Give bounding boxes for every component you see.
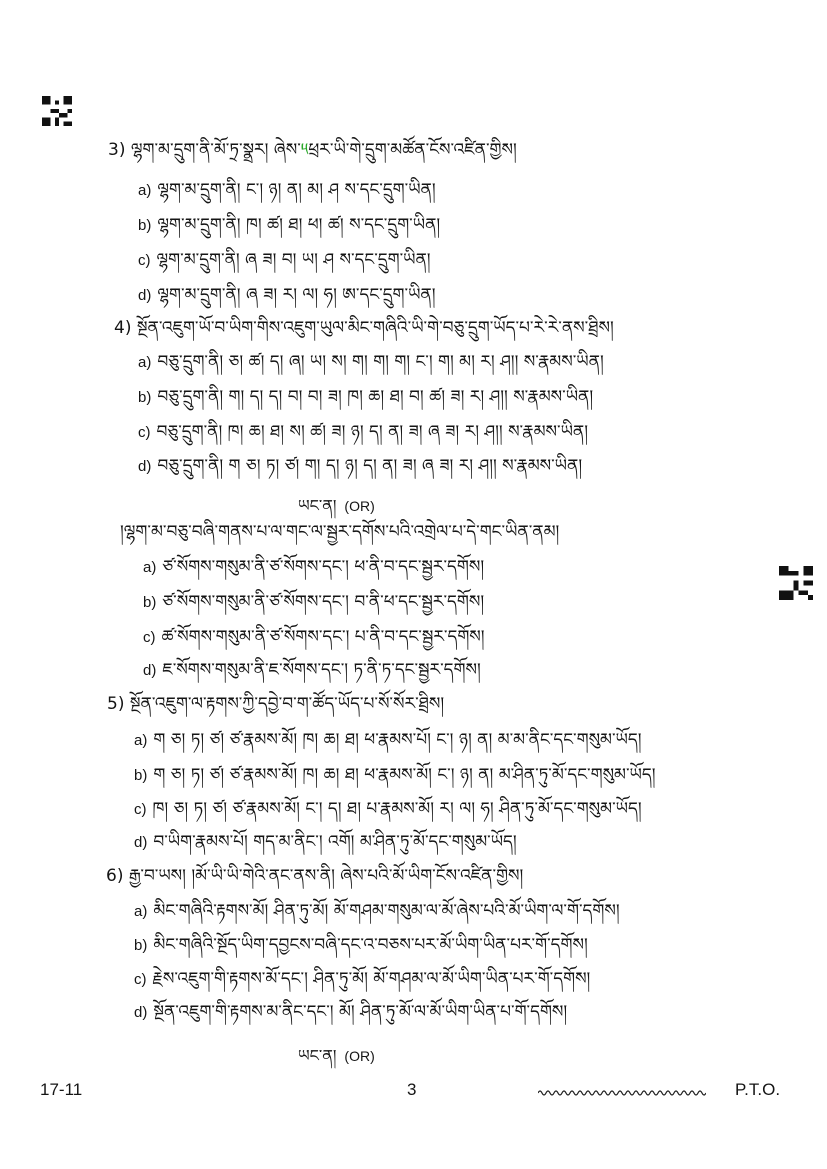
option-text: བཅུ་དྲུག་ནི། ཅ། ཚ། ད། ཞ། ཡ། ས། ག། ག། ག། ང་། ག། མ། ར། ཤ།། ས་རྣམས་ཡིན།	[157, 352, 604, 372]
option-label: b)	[143, 594, 157, 611]
option-label: b)	[134, 767, 148, 784]
option-text: ཇ་སོགས་གསུམ་ནི་ཇ་སོགས་དང་། ཏ་ནི་ཏ་དང་སྦྱར་དགོས།	[162, 660, 481, 680]
option-text: ལྷག་མ་དྲུག་ནི། ང་། ཉ། ན། མ། ཤ ས་དང་དྲུག་ཡིན།	[157, 180, 436, 200]
option-label: d)	[134, 1004, 148, 1021]
option-alt-d[interactable]	[143, 660, 481, 681]
option-text: བཅུ་དྲུག་ནི། ག ཅ། ཏ། ཙ། ག། ད། ཉ། ད། ན། ཟ། ཞ ཟ། ར། ཤ།། ས་རྣམས་ཡིན།	[157, 456, 583, 476]
page-number: 3	[407, 1080, 417, 1099]
option-label: d)	[138, 287, 152, 304]
option-label: d)	[134, 834, 148, 851]
question-number: 6)	[106, 866, 124, 886]
question-4-alternative	[120, 522, 559, 542]
option-alt-c[interactable]	[143, 627, 485, 648]
option-4c[interactable]	[138, 422, 588, 443]
handwritten-mark: ༥	[300, 140, 309, 160]
option-3d[interactable]	[138, 285, 436, 306]
option-label: c)	[138, 252, 151, 269]
option-label: c)	[134, 801, 147, 818]
option-text: ལྷག་མ་དྲུག་ནི། ཞ ཟ། ར། ལ། ཧ། ཨ་དང་དྲུག་ཡིན།	[157, 285, 436, 305]
option-6b[interactable]	[134, 935, 588, 956]
or-english: (OR)	[344, 498, 375, 514]
option-5d[interactable]	[134, 832, 517, 853]
option-alt-b[interactable]	[143, 592, 484, 613]
option-5c[interactable]	[134, 799, 642, 820]
option-4a[interactable]	[138, 352, 604, 373]
option-text: ལྷག་མ་དྲུག་ནི། ཞ ཟ། བ། ཡ། ཤ ས་དང་དྲུག་ཡིན།	[156, 250, 431, 270]
option-5b[interactable]	[134, 765, 656, 786]
qr-code-icon	[779, 566, 813, 600]
option-label: b)	[138, 389, 152, 406]
option-label: a)	[138, 182, 152, 199]
option-4b[interactable]	[138, 387, 593, 408]
option-text: ག ཅ། ཏ། ཙ། ཙ་རྣམས་མོ། ཁ། ཆ། ཐ། ཕ་རྣམས་མོ། ང་། ཉ། ན། མ་ཤིན་ཏུ་མོ་དང་གསུམ་ཡོད།	[153, 765, 656, 785]
option-3c[interactable]	[138, 250, 431, 271]
option-text: ཁ། ཅ། ཏ། ཙ། ཙ་རྣམས་མོ། ང་། ད། ཐ། པ་རྣམས་མོ། ར། ལ། ཧ། ཤིན་ཏུ་མོ་དང་གསུམ་ཡོད།	[152, 799, 642, 819]
option-alt-a[interactable]	[143, 557, 484, 578]
option-label: c)	[138, 424, 151, 441]
option-3b[interactable]	[138, 215, 440, 236]
question-5	[107, 694, 444, 714]
option-label: c)	[143, 629, 156, 646]
option-text: རྗེས་འཇུག་གི་རྟགས་མོ་དང་། ཤིན་ཏུ་མོ། མོ་གཤམ་ལ་མོ་ཡིག་ཡིན་པར་གོ་དགོས།	[152, 969, 591, 989]
option-text: བཅུ་དྲུག་ནི། ག། ད། ད། བ། བ། ཟ། ཁ། ཆ། ཐ། བ། ཚ། ཟ། ར། ཤ།། ས་རྣམས་ཡིན།	[157, 387, 594, 407]
option-label: a)	[138, 354, 152, 371]
option-text: སྔོན་འཇུག་གི་རྟགས་མ་ནིང་དང་། མོ། ཤིན་ཏུ་མོ་ལ་མོ་ཡིག་ཡིན་པ་གོ་དགོས།	[153, 1002, 568, 1022]
question-3	[108, 140, 517, 160]
option-text: མིང་གཞིའི་སྔོད་ཡིག་དབྱངས་བཞི་དང་འ་བཅས་པར་མོ་ཡིག་ཡིན་པར་གོ་དགོས།	[153, 935, 588, 955]
question-text: སྔོན་འཇུག་ལ་རྟགས་ཀྱི་དབྱེ་བ་ག་ཚོད་ཡོད་པ་སོ་སོར་ཐྲིས།	[129, 694, 445, 714]
question-text: རྒྱ་བ་ཡས། །མོ་ཡི་ཡི་གེའི་ནང་ནས་ནི། ཞེས་པའི་མོ་ཡིག་ངོས་འཛིན་གྱིས།	[128, 866, 524, 886]
question-text: ལྷག་མ་དྲུག་ནི་མོ་ཏྲ་སྣྲར། ཞེས་	[130, 140, 301, 160]
option-text: ཙ་སོགས་གསུམ་ནི་ཙ་སོགས་དང་། བ་ནི་ཕ་དང་སྦྱར་དགོས།	[162, 592, 485, 612]
wavy-line-divider	[538, 1088, 706, 1098]
question-number: 3)	[108, 140, 126, 160]
option-label: a)	[134, 732, 148, 749]
option-text: བཅུ་དྲུག་ནི། ཁ། ཆ། ཐ། ས། ཚ། ཟ། ཉ། ད། ན། ཟ། ཞ ཟ། ར། ཤ།། ས་རྣམས་ཡིན།	[156, 422, 589, 442]
option-text: ག ཅ། ཏ། ཙ། ཙ་རྣམས་མོ། ཁ། ཆ། ཐ། ཕ་རྣམས་པོ། ང་། ཉ། ན། མ་མ་ནིང་དང་གསུམ་ཡོད།	[153, 730, 642, 750]
question-text-continued: ཕྲར་ཡི་གེ་དྲུག་མཚོན་ངོས་འཛིན་གྱིས།	[308, 140, 517, 160]
option-label: d)	[143, 662, 157, 679]
option-label: b)	[134, 937, 148, 954]
option-label: a)	[134, 903, 148, 920]
option-text: བ་ཡིག་རྣམས་པོ། གད་མ་ནིང་། འགོ། མ་ཤིན་ཏུ་མོ་དང་གསུམ་ཡོད།	[153, 832, 517, 852]
question-number: 5)	[107, 694, 125, 714]
option-text: ཙ་སོགས་གསུམ་ནི་ཙ་སོགས་དང་། ཕ་ནི་བ་དང་སྦྱར་དགོས།	[162, 557, 485, 577]
or-english: (OR)	[344, 1048, 375, 1064]
option-text: མིང་གཞིའི་རྟགས་མོ། ཤིན་ཏུ་མོ། མོ་གཤམ་གསུམ་ལ་མོ་ཞེས་པའི་མོ་ཡིག་ལ་གོ་དགོས།	[153, 901, 620, 921]
option-text: ཚ་སོགས་གསུམ་ནི་ཙ་སོགས་དང་། པ་ནི་བ་དང་སྦྱར་དགོས།	[161, 627, 485, 647]
option-label: a)	[143, 559, 157, 576]
question-text: །ལྷག་མ་བཅུ་བཞི་གནས་པ་ལ་གང་ལ་སྦྱར་དགོས་པའི་འགྲེལ་པ་དེ་གང་ཡིན་ནམ།	[120, 522, 560, 542]
paper-code: 17-11	[40, 1080, 83, 1099]
question-text: སྔོན་འཇུག་ཡོ་བ་ཡིག་གིས་འཇུག་ཡུལ་མིང་གཞིའི་ཡི་གེ་བཅུ་དྲུག་ཡོད་པ་རེ་རེ་ནས་ཐྲིས།	[136, 318, 614, 338]
option-6a[interactable]	[134, 901, 620, 922]
or-separator	[298, 1038, 375, 1083]
option-text: ལྷག་མ་དྲུག་ནི། ཁ། ཚ། ཐ། ཕ། ཚ། ས་དང་དྲུག་ཡིན།	[157, 215, 441, 235]
question-number: 4)	[114, 318, 132, 338]
option-5a[interactable]	[134, 730, 642, 751]
question-6	[106, 866, 523, 886]
option-6c[interactable]	[134, 969, 590, 990]
qr-code-icon	[42, 96, 72, 126]
option-4d[interactable]	[138, 456, 582, 477]
please-turn-over: P.T.O.	[735, 1080, 781, 1099]
option-3a[interactable]	[138, 180, 436, 201]
option-label: c)	[134, 971, 147, 988]
option-6d[interactable]	[134, 1002, 567, 1023]
question-4	[114, 318, 614, 338]
or-tibetan: ཡང་ན།	[298, 1046, 337, 1065]
option-label: b)	[138, 217, 152, 234]
option-label: d)	[138, 458, 152, 475]
or-tibetan: ཡང་ན།	[298, 496, 337, 515]
